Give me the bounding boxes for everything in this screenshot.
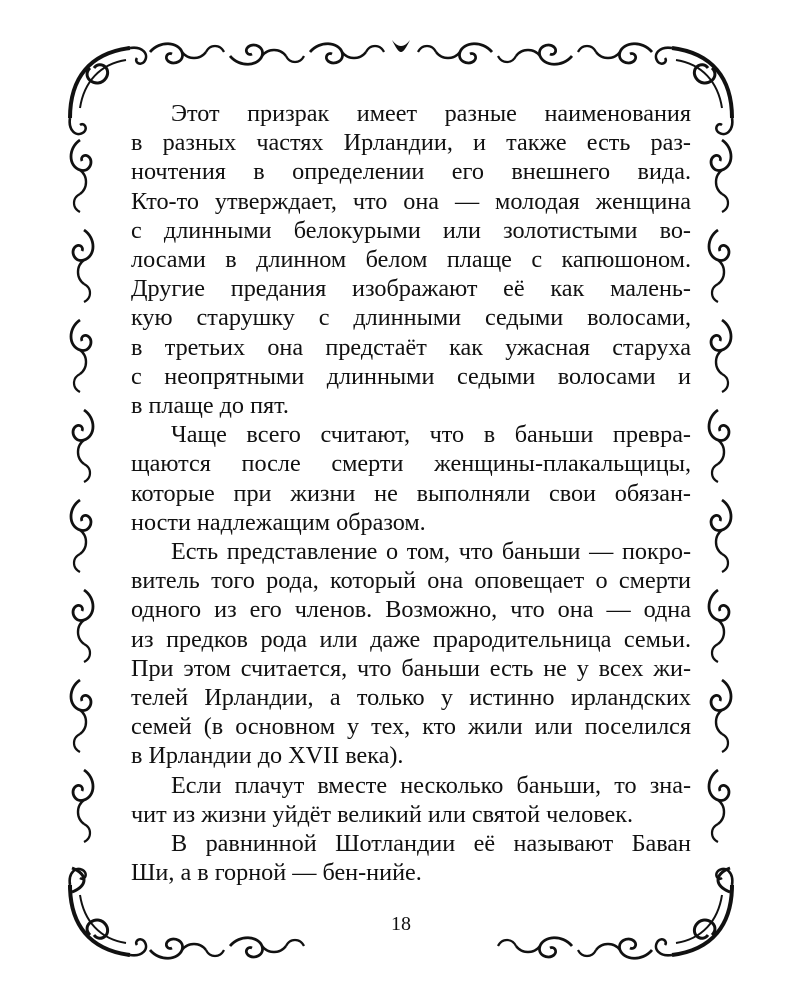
text-line: кую старушку с длинными седыми волосами, — [131, 304, 691, 332]
text-line: Другие предания изображают её как малень- — [131, 275, 691, 303]
text-line: щаются после смерти женщины-плакальщицы, — [131, 450, 691, 478]
text-line: Чаще всего считают, что в баньши превра- — [171, 421, 691, 449]
text-line: Есть представление о том, что баньши — покро- — [171, 538, 691, 566]
text-line: Этот призрак имеет разные наименования — [171, 100, 691, 127]
page-number: 18 — [391, 913, 411, 935]
text-line: В равнинной Шотландии её называют Баван — [171, 830, 691, 858]
text-line: телей Ирландии, а только у истинно ирландских — [131, 684, 691, 712]
text-line: в разных частях Ирландии, и также есть раз- — [131, 129, 691, 157]
text-line: в плаще до пят. — [131, 392, 289, 420]
text-line: одного из его членов. Возможно, что она — одна — [131, 596, 691, 624]
text-line: семей (в основном у тех, кто жили или поселился — [131, 713, 691, 741]
text-line: Ши, а в горной — бен-нийе. — [131, 859, 422, 887]
text-line: ночтения в определении его внешнего вида. — [131, 158, 691, 186]
text-line: витель того рода, который она оповещает о смерти — [131, 567, 691, 595]
text-line: Кто-то утверждает, что она — молодая женщина — [131, 187, 691, 215]
text-line: в Ирландии до XVII века). — [131, 742, 404, 770]
text-line: из предков рода или даже прародительница семьи. — [131, 625, 691, 653]
text-line: которые при жизни не выполняли свои обязан- — [131, 479, 691, 507]
text-line: с длинными белокурыми или золотистыми во- — [131, 216, 691, 244]
body-text — [131, 99, 691, 887]
text-line: чит из жизни уйдёт великий или святой человек. — [131, 800, 634, 828]
text-line: с неопрятными длинными седыми волосами и — [131, 362, 691, 390]
paragraph-5 — [131, 829, 691, 887]
text-line: в третьих она предстаёт как ужасная старуха — [131, 333, 691, 361]
text-line: лосами в длинном белом плаще с капюшоном. — [131, 246, 691, 274]
paragraph-3 — [131, 537, 691, 771]
text-line: При этом считается, что баньши есть не у всех жи- — [131, 654, 691, 682]
paragraph-1 — [131, 99, 691, 420]
text-line: Если плачут вместе несколько баньши, то зна- — [171, 771, 691, 799]
text-line: ности надлежащим образом. — [131, 508, 426, 536]
paragraph-4 — [131, 771, 691, 829]
paragraph-2 — [131, 420, 691, 537]
